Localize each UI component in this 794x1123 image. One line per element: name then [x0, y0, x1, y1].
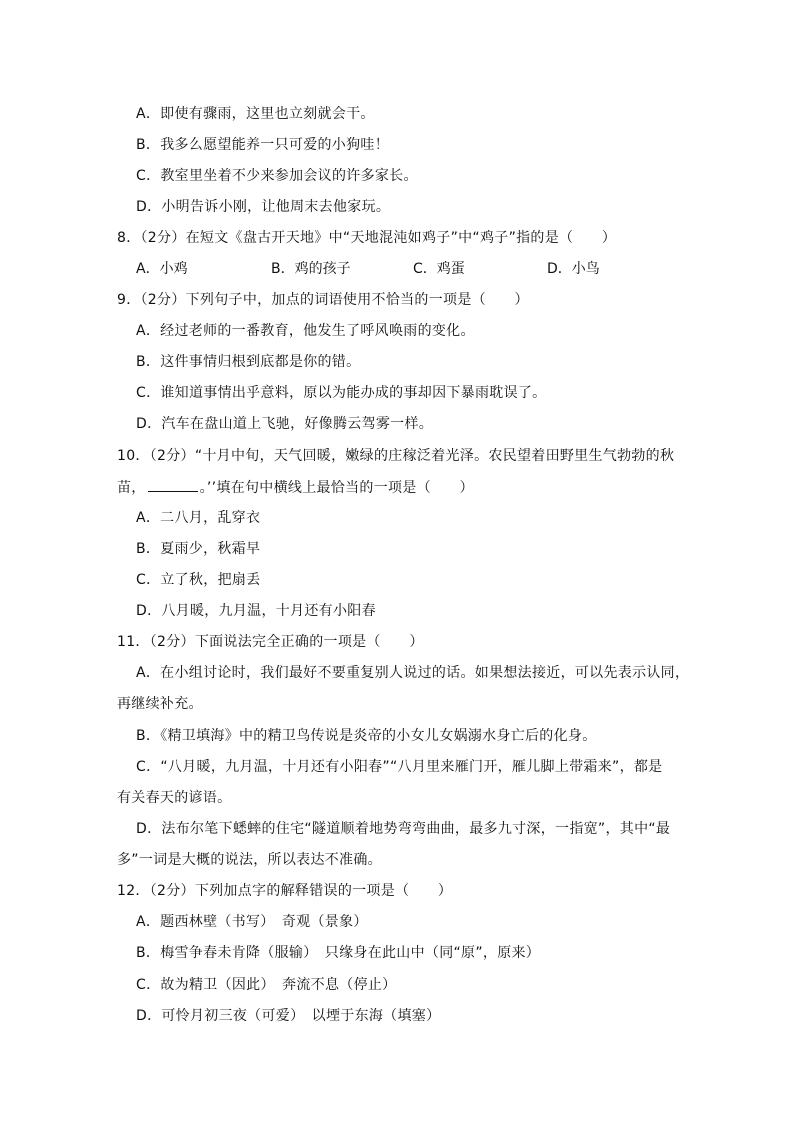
- q11-option-d-line2: 多”一词是大概的说法，所以表达不准确。: [117, 852, 382, 868]
- q7-option-d: D．小明告诉小刚，让他周末去他家玩。: [136, 199, 391, 215]
- q10-option-d: D．八月暖，九月温，十月还有小阳春: [136, 603, 376, 619]
- q8-option-c: C．鸡蛋: [413, 261, 465, 277]
- q8-option-b: B．鸡的孩子: [271, 261, 351, 277]
- q11-option-c-line2: 有关春天的谚语。: [117, 790, 232, 806]
- q10-stem-line2: [117, 477, 474, 498]
- q9-option-c: C．谁知道事情出乎意料，原以为能办成的事却因下暴雨耽误了。: [136, 385, 547, 401]
- q7-option-c: C．教室里坐着不少来参加会议的许多家长。: [136, 168, 418, 184]
- q11-option-c-line1: C．“八月暖，九月温，十月还有小阳春”“八月里来雁门开，雁儿脚上带霜来”，都是: [136, 759, 663, 775]
- q11-option-d-line1: D．法布尔笔下蟋蟀的住宅“隧道顺着地势弯弯曲曲，最多九寸深，一指宽”，其中“最: [136, 821, 671, 837]
- q8-option-a: A．小鸡: [136, 261, 188, 277]
- q11-option-b: B．《精卫填海》中的精卫鸟传说是炎帝的小女儿女娲溺水身亡后的化身。: [136, 728, 597, 744]
- q12-option-c: C．故为精卫（因此） 奔流不息（停止）: [136, 977, 397, 993]
- q11-option-a-line1: A．在小组讨论时，我们最好不要重复别人说过的话。如果想法接近，可以先表示认同，: [136, 665, 690, 681]
- q10-option-a: A．二八月，乱穿衣: [136, 510, 261, 526]
- q12-stem: 12．（2分）下列加点字的解释错误的一项是（ ）: [117, 883, 453, 899]
- q9-stem: 9．（2分）下列句子中，加点的词语使用不恰当的一项是（ ）: [117, 292, 529, 308]
- q9-option-a: A．经过老师的一番教育，他发生了呼风唤雨的变化。: [136, 323, 475, 339]
- q10-option-c: C．立了秋，把扇丢: [136, 572, 261, 588]
- answer-blank: [148, 477, 198, 492]
- q7-option-b: B．我多么愿望能养一只可爱的小狗哇！: [136, 137, 390, 153]
- q10-stem-after-blank: 。’’填在句中横线上最恰当的一项是（ ）: [199, 480, 474, 496]
- q7-option-a: A．即使有骤雨，这里也立刻就会干。: [136, 106, 375, 122]
- q12-option-d: D．可怜月初三夜（可爱） 以堙于东海（填塞）: [136, 1008, 441, 1024]
- q10-stem-line1: 10．（2分）“十月中旬，天气回暖，嫩绿的庄稼泛着光泽。农民望着田野里生气勃勃的秋: [117, 448, 675, 464]
- q10-option-b: B．夏雨少，秋霜早: [136, 541, 261, 557]
- q8-stem: 8．（2分）在短文《盘古开天地》中“天地混沌如鸡子”中“鸡子”指的是（ ）: [117, 230, 617, 246]
- q12-option-b: B．梅雪争春未肯降（服输） 只缘身在此山中（同“原”，原来）: [136, 945, 541, 961]
- q11-stem: 11．（2分）下面说法完全正确的一项是（ ）: [117, 634, 424, 650]
- q11-option-a-line2: 再继续补充。: [117, 696, 203, 712]
- q9-option-d: D．汽车在盘山道上飞驰，好像腾云驾雾一样。: [136, 416, 434, 432]
- q8-option-d: D．小鸟: [547, 261, 600, 277]
- q12-option-a: A．题西林壁（书写） 奇观（景象）: [136, 914, 368, 930]
- q9-option-b: B．这件事情归根到底都是你的错。: [136, 354, 361, 370]
- q10-stem-before-blank: 苗，: [117, 480, 146, 496]
